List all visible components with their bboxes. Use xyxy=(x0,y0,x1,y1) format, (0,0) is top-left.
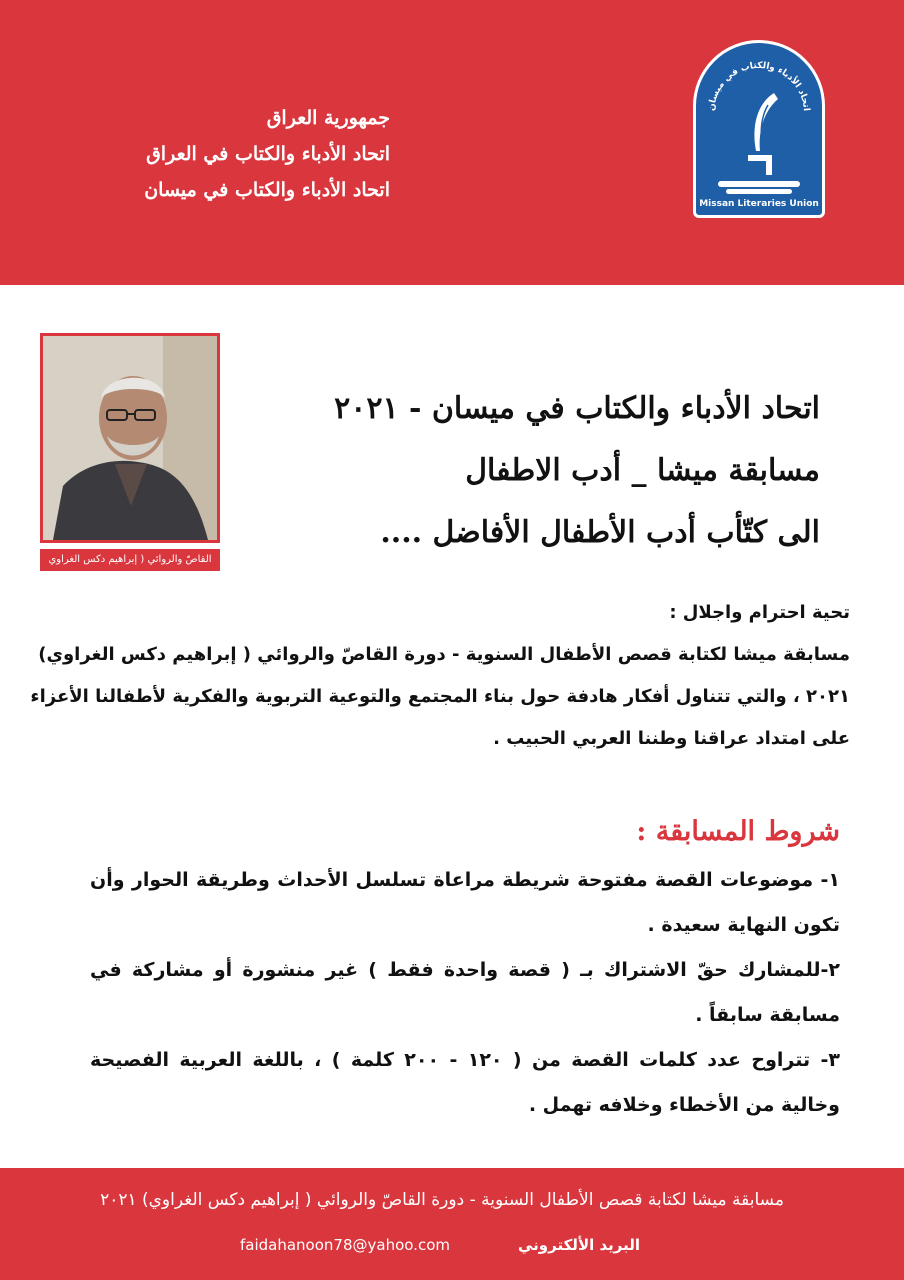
header-line-republic: جمهورية العراق xyxy=(266,107,390,129)
union-logo xyxy=(693,40,825,218)
author-photo xyxy=(40,333,220,543)
announcement-title xyxy=(240,378,820,564)
condition-item: ٣- تتراوح عدد كلمات القصة من ( ١٢٠ - ٢٠٠ كلمة ) ، باللغة العربية الفصيحة وخالية من الأخطاء وخلافه تهمل . xyxy=(90,1049,840,1116)
header-line-union-iraq: اتحاد الأدباء والكتاب في العراق xyxy=(146,143,390,165)
author-portrait-icon xyxy=(43,336,217,540)
intro-line: على امتداد عراقنا وطننا العربي الحبيب . xyxy=(493,728,850,749)
conditions-heading: شروط المسابقة : xyxy=(636,816,840,847)
email-label: البريد الألكتروني xyxy=(518,1236,640,1254)
logo-arc-text: اتحاد الأدباء والكتاب في ميسان xyxy=(706,60,811,112)
title-line-competition: مسابقة ميشا _ أدب الاطفال xyxy=(465,453,820,488)
title-line-addressees: الى كتّأب أدب الأطفال الأفاضل .... xyxy=(380,515,820,550)
condition-item: ١- موضوعات القصة مفتوحة شريطة مراعاة تسلسل الأحداث وطريقة الحوار وأن تكون النهاية سعيدة . xyxy=(90,869,840,936)
header-organization-lines xyxy=(60,100,390,208)
email-address[interactable]: faidahanoon78@yahoo.com xyxy=(240,1236,450,1254)
intro-section xyxy=(30,592,850,760)
photo-caption: القاصّ والروائي ( إبراهيم دكس الغراوي xyxy=(40,549,220,571)
footer-competition-line: مسابقة ميشا لكتابة قصص الأطفال السنوية - دورة القاصّ والروائي ( إبراهيم دكس الغراوي) ٢٠٢١ xyxy=(100,1190,784,1210)
svg-text:اتحاد الأدباء والكتاب في ميسان xyxy=(707,61,811,112)
condition-item: ٢-للمشارك حقّ الاشتراك بـ ( قصة واحدة فقط ) غير منشورة أو مشاركة في مسابقة سابقاً . xyxy=(90,959,840,1026)
header-line-union-missan: اتحاد الأدباء والكتاب في ميسان xyxy=(144,179,390,201)
quill-emblem-icon xyxy=(696,43,822,215)
title-line-union: اتحاد الأدباء والكتاب في ميسان - ٢٠٢١ xyxy=(334,391,820,426)
intro-line: ٢٠٢١ ، والتي تتناول أفكار هادفة حول بناء المجتمع والتوعية التربوية والفكرية لأطفالنا الأعزاء xyxy=(30,686,850,707)
greeting: تحية احترام واجلال : xyxy=(669,602,850,623)
intro-line: مسابقة ميشا لكتابة قصص الأطفال السنوية - دورة القاصّ والروائي ( إبراهيم دكس الغراوي) xyxy=(38,644,850,665)
conditions-list xyxy=(90,858,840,1128)
logo-caption: Missan Literaries Union xyxy=(699,199,819,209)
